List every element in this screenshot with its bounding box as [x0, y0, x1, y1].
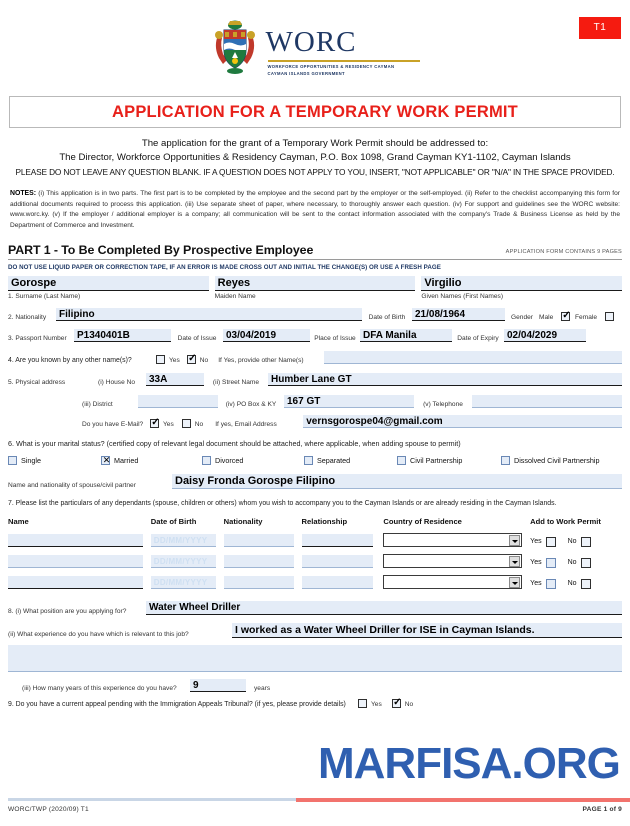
experience-input[interactable]: I worked as a Water Wheel Driller for ISE in Cayman Islands. [232, 623, 622, 638]
chevron-down-icon[interactable] [509, 556, 520, 567]
dep-yes-checkbox-1[interactable] [546, 537, 556, 547]
q1-names-row [8, 276, 622, 300]
dep-nationality-input-1[interactable] [224, 534, 294, 547]
surname-group [8, 276, 209, 300]
chevron-down-icon[interactable] [509, 577, 520, 588]
years-experience-label: (iii) How many years of this experience do you have? [22, 684, 177, 692]
address-line-2: The Director, Workforce Opportunities & Residency Cayman, P.O. Box 1098, Grand Cayman KY1-1102, Cayman Islands [59, 151, 571, 163]
experience-textarea[interactable] [8, 645, 622, 672]
marital-single-checkbox[interactable] [8, 456, 17, 465]
marital-dissolved-checkbox[interactable] [501, 456, 510, 465]
q4-row [8, 351, 622, 364]
table-row [8, 575, 622, 589]
dob-label: Date of Birth [368, 313, 406, 321]
q8i-row [8, 601, 622, 615]
dep-yes-label-3: Yes [530, 580, 542, 588]
marital-civil-partnership-checkbox[interactable] [397, 456, 406, 465]
logo-text-block [266, 18, 420, 77]
marital-divorced-label: Divorced [215, 455, 244, 465]
logo-divider [268, 60, 420, 62]
other-names-question: 4. Are you known by any other name(s)? [8, 356, 132, 364]
district-input[interactable] [138, 395, 218, 408]
marital-option-married[interactable] [101, 456, 202, 465]
q5-address-row [8, 373, 622, 386]
spouse-row [8, 474, 622, 489]
marital-single-label: Single [21, 455, 41, 465]
logo-header [8, 0, 622, 90]
part1-header [8, 243, 622, 260]
dep-dob-input-2[interactable]: DD/MM/YYYY [151, 555, 216, 568]
appeal-question: 9. Do you have a current appeal pending with the Immigration Appeals Tribunal? (if yes, please provide details) [8, 700, 346, 708]
dep-no-checkbox-3[interactable] [581, 579, 591, 589]
email-yes-checkbox[interactable]: ✓ [151, 416, 160, 428]
dep-permit-group-3 [530, 579, 622, 589]
dep-no-label-3: No [567, 580, 577, 588]
dep-no-label-2: No [567, 559, 577, 567]
street-name-input[interactable]: Humber Lane GT [268, 373, 622, 386]
cayman-coat-of-arms-icon [211, 18, 259, 76]
other-names-yes-checkbox[interactable] [156, 355, 165, 364]
email-no-label: No [194, 420, 204, 428]
q5-email-row [8, 415, 622, 428]
table-row [8, 533, 622, 547]
marital-married-checkbox[interactable]: ✕ [102, 454, 111, 465]
place-of-issue-label: Place of Issue [314, 334, 356, 342]
other-names-no-checkbox[interactable]: ✓ [188, 352, 197, 364]
dob-input[interactable]: 21/08/1964 [412, 308, 505, 321]
po-box-input[interactable]: 167 GT [284, 395, 414, 408]
marital-separated-label: Separated [317, 455, 351, 465]
marital-option-divorced[interactable] [202, 456, 304, 465]
telephone-input[interactable] [472, 395, 622, 408]
surname-input[interactable]: Gorospe [8, 276, 209, 291]
dep-relationship-input-1[interactable] [302, 534, 374, 547]
appeal-no-checkbox[interactable]: ✓ [393, 696, 402, 708]
marital-separated-checkbox[interactable] [304, 456, 313, 465]
chevron-down-icon[interactable] [509, 535, 520, 546]
notes-block [8, 188, 622, 232]
house-no-input[interactable]: 33A [146, 373, 204, 386]
po-box-label: (iv) PO Box & KY [225, 400, 277, 408]
footer [8, 806, 622, 813]
nationality-label: 2. Nationality [8, 313, 47, 321]
dep-country-select-3[interactable] [383, 575, 522, 589]
marital-married-label: Married [114, 455, 139, 465]
spouse-label: Name and nationality of spouse/civil partner [8, 481, 136, 489]
marital-dissolved-label: Dissolved Civil Partnership [514, 455, 600, 465]
worc-wordmark: WORC [265, 26, 357, 58]
q5-district-row [8, 395, 622, 408]
dep-nationality-input-2[interactable] [224, 555, 294, 568]
other-names-yes-label: Yes [169, 356, 180, 364]
marital-divorced-checkbox[interactable] [202, 456, 211, 465]
watermark-underline [296, 798, 630, 802]
table-row [8, 554, 622, 568]
dep-no-checkbox-1[interactable] [581, 537, 591, 547]
dep-header-country: Country of Residence [383, 516, 462, 526]
dep-no-label-1: No [567, 538, 577, 546]
dep-header-relationship: Relationship [301, 516, 348, 526]
marital-civil-partnership-label: Civil Partnership [410, 455, 463, 465]
form-title-box [9, 96, 621, 128]
other-names-no-label: No [199, 356, 209, 364]
dep-permit-group-1 [530, 537, 622, 547]
dep-permit-group-2 [530, 558, 622, 568]
dep-country-select-1[interactable] [383, 533, 522, 547]
q8ii-row [8, 623, 622, 638]
dep-relationship-input-2[interactable] [302, 555, 374, 568]
gender-male-checkbox[interactable]: ✓ [562, 309, 571, 321]
t1-badge: T1 [579, 17, 621, 39]
dep-nationality-input-3[interactable] [224, 576, 294, 589]
dep-relationship-input-3[interactable] [302, 576, 374, 589]
email-no-checkbox[interactable] [182, 419, 191, 428]
issue-date-input[interactable]: 03/04/2019 [223, 329, 310, 342]
issue-date-label: Date of Issue [177, 334, 217, 342]
dep-name-input-1[interactable] [8, 534, 143, 547]
marital-status-question: 6. What is your marital status? (certified copy of relevant legal document should be attached, where applicable, when adding spouse to permit) [8, 438, 461, 448]
other-names-hint-label: If Yes, provide other Name(s) [218, 356, 304, 364]
dependants-question: 7. Please list the particulars of any dependants (spouse, children or others) whom you wish to accompany you to the Cayman Islands or are already residing in the Cayman Islands. [8, 499, 557, 507]
female-label: Female [575, 313, 597, 321]
part1-title: PART 1 - To Be Completed By Prospective Employee [8, 242, 314, 257]
logo-subtitle-line1: WORKFORCE OPPORTUNITIES & RESIDENCY CAYMAN [267, 64, 395, 69]
marital-option-single[interactable] [8, 456, 101, 465]
district-label: (iii) District [82, 400, 113, 408]
dep-header-name: Name [8, 516, 29, 526]
address-line-1: The application for the grant of a Temporary Work Permit should be addressed to: [141, 138, 489, 149]
gender-female-checkbox[interactable] [605, 312, 614, 321]
passport-number-label: 3. Passport Number [8, 334, 67, 342]
email-address-input[interactable]: vernsgorospe04@gmail.com [303, 415, 622, 428]
q2-row [8, 308, 622, 321]
expiry-date-label: Date of Expiry [457, 334, 499, 342]
footer-divider [8, 798, 296, 801]
appeal-no-label: No [404, 700, 414, 708]
years-unit-label: years [254, 684, 271, 692]
place-of-issue-input[interactable]: DFA Manila [360, 329, 452, 342]
telephone-label: (v) Telephone [423, 400, 463, 408]
gender-label: Gender [511, 313, 533, 321]
given-names-label: Given Names (First Names) [421, 292, 504, 300]
male-label: Male [539, 313, 554, 321]
appeal-yes-checkbox[interactable] [358, 699, 367, 708]
years-experience-input[interactable]: 9 [190, 679, 246, 692]
dep-header-nationality: Nationality [223, 516, 263, 526]
addressed-to-block [8, 137, 622, 178]
street-name-label: (ii) Street Name [212, 378, 260, 386]
surname-label: 1. Surname (Last Name) [8, 292, 81, 300]
dep-name-input-2[interactable] [8, 555, 143, 568]
dep-yes-checkbox-3[interactable] [546, 579, 556, 589]
physical-address-label: 5. Physical address [8, 378, 66, 386]
email-address-label: If yes, Email Address [215, 420, 277, 428]
dep-name-input-3[interactable] [8, 576, 143, 589]
dep-yes-checkbox-2[interactable] [546, 558, 556, 568]
marital-option-separated[interactable] [304, 456, 397, 465]
footer-page-number: PAGE 1 of 9 [582, 806, 622, 813]
dep-no-checkbox-2[interactable] [581, 558, 591, 568]
position-input[interactable]: Water Wheel Driller [146, 601, 622, 615]
email-question-label: Do you have E-Mail? [82, 420, 144, 428]
dep-yes-label-2: Yes [530, 559, 542, 567]
footer-form-code: WORC/TWP (2020/09) T1 [8, 806, 89, 813]
passport-number-input[interactable]: P1340401B [74, 329, 171, 342]
logo-subtitle-line2: CAYMAN ISLANDS GOVERNMENT [267, 70, 345, 76]
email-yes-label: Yes [163, 420, 174, 428]
appeal-yes-label: Yes [371, 700, 382, 708]
pages-note: APPLICATION FORM CONTAINS 9 PAGES [505, 248, 622, 255]
address-line-3-instruction: PLEASE DO NOT LEAVE ANY QUESTION BLANK. IF A QUESTION DOES NOT APPLY TO YOU, INSERT, "NOT APPLICABLE" OR "N/A" IN THE SPACE PROVIDED. [15, 166, 615, 177]
notes-label: NOTES: [10, 189, 37, 197]
watermark-text: MARFISA.ORG [318, 739, 620, 788]
expiry-date-input[interactable]: 02/04/2029 [504, 329, 586, 342]
q3-row [8, 329, 622, 342]
spouse-input[interactable]: Daisy Fronda Gorospe Filipino [172, 474, 622, 489]
dep-header-permit: Add to Work Permit [530, 516, 601, 526]
nationality-input[interactable]: Filipino [56, 308, 362, 321]
maiden-name-label: Maiden Name [214, 292, 256, 300]
given-names-group [421, 276, 622, 300]
position-label: 8. (i) What position are you applying for? [8, 607, 127, 615]
maiden-name-input[interactable]: Reyes [215, 276, 416, 291]
correction-warning: DO NOT USE LIQUID PAPER OR CORRECTION TAPE, IF AN ERROR IS MADE CROSS OUT AND INITIAL THE CHANGE(S) OR USE A FRESH PAGE [8, 263, 441, 271]
dep-header-dob: Date of Birth [150, 516, 197, 526]
q9-row [8, 696, 622, 708]
dep-yes-label-1: Yes [530, 538, 542, 546]
marital-option-civil-partnership[interactable] [397, 456, 501, 465]
other-names-input[interactable] [324, 351, 622, 364]
dep-dob-input-1[interactable]: DD/MM/YYYY [151, 534, 216, 547]
experience-label: (ii) What experience do you have which is relevant to this job? [8, 630, 189, 638]
q8iii-row [8, 679, 622, 692]
page-title: APPLICATION FOR A TEMPORARY WORK PERMIT [112, 102, 518, 121]
dep-country-select-2[interactable] [383, 554, 522, 568]
marital-option-dissolved-civil-partnership[interactable] [501, 456, 599, 465]
marital-status-options [8, 456, 622, 465]
maiden-name-group [215, 276, 416, 300]
dep-dob-input-3[interactable]: DD/MM/YYYY [151, 576, 216, 589]
given-names-input[interactable]: Virgilio [421, 276, 622, 291]
notes-body: (i) This application is in two parts. The first part is to be completed by the employee and the second part by the employer or the self-employed. (ii) Refer to the checklist accompanying this form for additional documents required to process this application. (iii) Use separate sheet of paper, where necessary, to thoroughly answer each question. (iv) For support and guidelines see the WORC website: www.worc.ky. (v) If the employer / additional employer is a company; all communication will be sent to the contact information associated with the company's Trade & Business License as held by the Department of Commerce and Investment. [10, 189, 620, 229]
dependants-table-header [8, 517, 622, 526]
house-no-label: (i) House No [98, 378, 136, 386]
